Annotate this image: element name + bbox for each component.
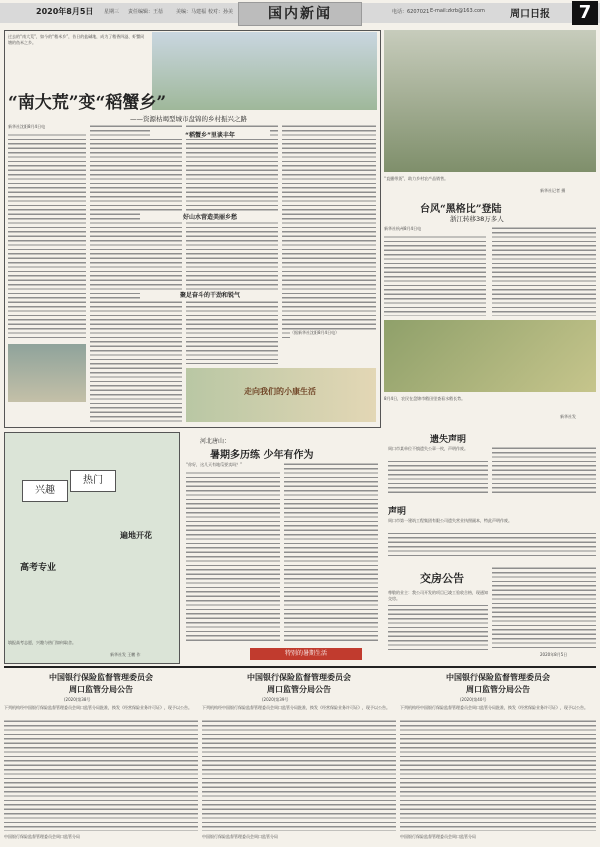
cartoon-bloom-label: 遍地开花	[120, 531, 152, 540]
summer-text-2	[284, 462, 378, 642]
column-text-2	[90, 124, 182, 424]
ad-block-3	[400, 672, 596, 844]
aerial-caption: 8月4日，农民在盘锦市稻田里查看水稻长势。	[384, 396, 466, 401]
ad-2-footer: 中国银行保险监督管理委员会周口监管分局	[202, 834, 278, 839]
dateline: 新华社沈阳8月4日电	[8, 124, 86, 132]
ad-1-subtitle: 周口监管分局公告	[69, 685, 133, 694]
cartoon-major-label: 高考专业	[20, 563, 57, 573]
notice-date: 2020年8月5日	[540, 652, 568, 657]
handover-lines-2	[492, 566, 596, 650]
cartoon-caption: 填报高考志愿，兴趣与热门如何取舍。	[8, 640, 76, 645]
phone: 电话：6207021	[392, 9, 430, 15]
ad-1-footer: 中国银行保险监督管理委员会周口监管分局	[4, 834, 80, 839]
ad-2-subtitle: 周口监管分局公告	[267, 685, 331, 694]
summer-footer-banner: 特别的暑期生活	[250, 648, 362, 660]
ad-1-title: 中国银行保险监督管理委员会	[49, 673, 153, 682]
newspaper-name: 周口日报	[510, 9, 550, 20]
cartoon-sign-popular: 热门	[70, 470, 116, 492]
ad-1-lines	[4, 719, 198, 831]
cartoon-credit: 新华社发 王鹏 作	[110, 652, 141, 657]
section-heading-3: 聚足奋斗的干劲和锐气	[140, 290, 280, 299]
email: E-mail:zkrb@163.com	[430, 8, 485, 14]
proof-credit: 校对：孙美	[208, 9, 234, 15]
banner-slogan: 走向我们的小康生活	[244, 387, 316, 396]
aerial-photo	[384, 320, 596, 392]
ad-separator	[4, 666, 596, 668]
summer-column-label: 河北唐山：	[200, 438, 231, 445]
section-heading-1: “稻蟹乡”里谈丰年	[150, 130, 270, 139]
statement-body: 周口市第一建筑工程集团有限公司遗失营业执照副本，特此声明作废。	[388, 518, 596, 530]
section-title: 国内新闻	[238, 2, 362, 26]
designer-credit: 美编：马建福	[176, 9, 207, 15]
ad-3-body: 下列机构经中国银行保险监督管理委员会周口监管分局批准，换发《经营保险业务许可证》，现予以公告。	[400, 705, 588, 710]
summer-headline: 暑期多历练 少年有作为	[210, 450, 314, 461]
ad-3-subtitle: 周口监管分局公告	[466, 685, 530, 694]
page-header	[0, 0, 600, 26]
main-headline: “南大荒”变“稻蟹乡”	[8, 93, 167, 113]
notice-text-right	[492, 446, 596, 496]
lost-notice-title: 遗失声明	[430, 435, 467, 445]
main-subtitle: ——资源枯竭型城市盘锦的乡村振兴之路	[130, 115, 247, 123]
ad-3-footer: 中国银行保险监督管理委员会周口监管分局	[400, 834, 476, 839]
ad-1-number: (2020)第38号	[64, 697, 91, 702]
ad-block-1	[4, 672, 198, 844]
section-heading-2: 好山水营造美丽乡愁	[140, 212, 280, 221]
ad-2-lines	[202, 719, 396, 831]
village-photo	[8, 344, 86, 402]
page-number: 7	[572, 1, 598, 25]
ad-3-title: 中国银行保险监督管理委员会	[446, 673, 550, 682]
typhoon-text-1	[384, 226, 486, 316]
livestream-credit: 新华社记者 摄	[540, 188, 566, 193]
column-text-3	[186, 124, 278, 364]
summer-lead: “你好，这几天有地瓜要卖吗？”	[186, 462, 280, 470]
livestream-photo	[384, 30, 596, 172]
cartoon-panel	[4, 432, 180, 664]
column-text-4	[282, 124, 376, 340]
column-text-1	[8, 124, 86, 340]
typhoon-text-2	[492, 226, 596, 316]
summer-text-1	[186, 462, 280, 642]
day-of-week: 星期三	[104, 9, 120, 15]
aerial-credit: 新华社发	[560, 414, 576, 419]
editor-credit: 责任编辑：王蓓	[128, 9, 164, 15]
ad-2-body: 下列机构经中国银行保险监督管理委员会周口监管分局批准，换发《经营保险业务许可证》，现予以公告。	[202, 705, 390, 710]
ad-block-2	[202, 672, 396, 844]
handover-body: 尊敬的业主：我公司开发的项目已竣工验收合格，现通知交房。	[388, 590, 488, 601]
typhoon-headline: 台风“黑格比”登陆	[420, 204, 502, 215]
ad-3-number: (2020)第40号	[460, 697, 487, 702]
statement-title: 声明	[388, 507, 407, 517]
main-article-lead: 过去的“南大荒”，如今的“稻米乡”，昔日的盐碱地，成为了稻香四溢、虾蟹同塘的鱼米之乡。	[8, 34, 145, 45]
lost-notice-body: 周口市某单位不慎遗失公章一枚，声明作废。	[388, 446, 488, 458]
livestream-caption: “直播带货”，助力乡村农产品销售。	[384, 176, 449, 181]
ad-2-title: 中国银行保险监督管理委员会	[247, 673, 351, 682]
article-credit: （据新华社沈阳8月4日电）	[290, 330, 376, 338]
typhoon-subtitle: 浙江转移38万多人	[450, 215, 504, 223]
ad-2-number: (2020)第39号	[262, 697, 289, 702]
issue-date: 2020年8月5日	[36, 7, 94, 16]
typhoon-dateline: 新华社杭州8月4日电	[384, 226, 486, 234]
handover-title: 交房公告	[420, 572, 464, 585]
cartoon-sign-interest: 兴趣	[22, 480, 68, 502]
ad-3-lines	[400, 719, 596, 831]
ad-1-body: 下列机构经中国银行保险监督管理委员会周口监管分局批准，换发《经营保险业务许可证》，现予以公告。	[4, 705, 192, 710]
